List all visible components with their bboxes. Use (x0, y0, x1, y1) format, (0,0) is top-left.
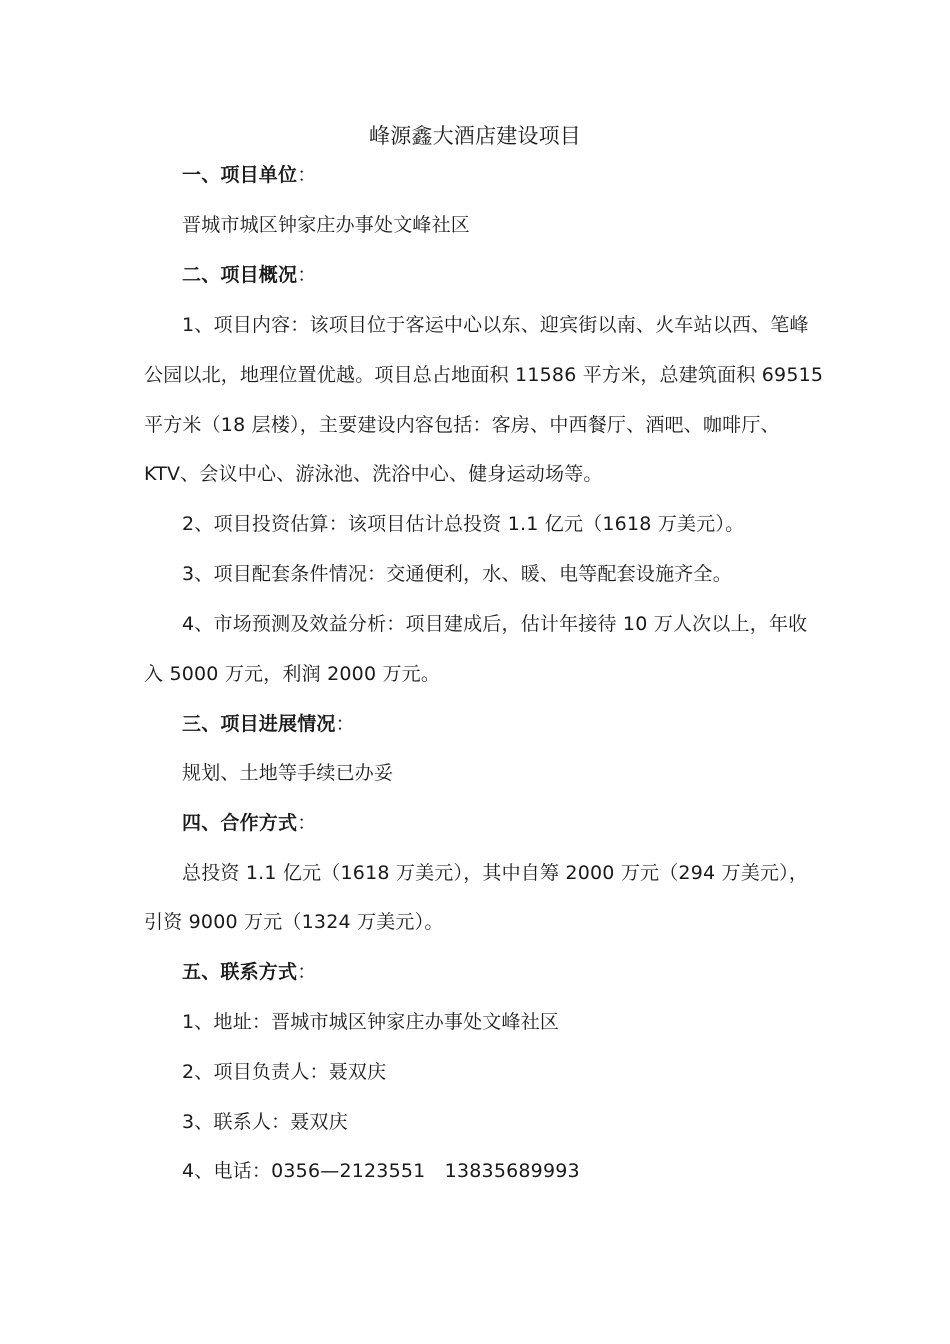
cooperation-line: 总投资 1.1 亿元（1618 万美元），其中自筹 2000 万元（294 万美元）， (182, 862, 809, 884)
contact-project-lead: 2、项目负责人：聂双庆 (182, 1061, 387, 1083)
section-heading-contact (182, 958, 316, 986)
document-title: 峰源鑫大酒店建设项目 (369, 124, 581, 148)
heading-text: 三、项目进展情况 (182, 713, 336, 735)
overview-line: 入 5000 万元，利润 2000 万元。 (144, 663, 441, 685)
heading-colon: ： (335, 713, 355, 735)
overview-line: 4、市场预测及效益分析：项目建成后，估计年接待 10 万人次以上，年收 (182, 613, 808, 635)
overview-line: 公园以北，地理位置优越。项目总占地面积 11586 平方米，总建筑面积 69515 (144, 364, 824, 386)
unit-text: 晋城市城区钟家庄办事处文峰社区 (182, 214, 471, 236)
heading-colon: ： (297, 164, 317, 186)
section-heading-unit (182, 161, 316, 189)
heading-text: 四、合作方式 (182, 812, 298, 834)
overview-line: KTV、会议中心、游泳池、洗浴中心、健身运动场等。 (144, 463, 603, 485)
contact-address: 1、地址：晋城市城区钟家庄办事处文峰社区 (182, 1011, 560, 1033)
heading-text: 二、项目概况 (182, 264, 298, 286)
section-heading-progress (182, 710, 355, 738)
overview-line: 2、项目投资估算：该项目估计总投资 1.1 亿元（1618 万美元）。 (182, 513, 745, 535)
overview-line: 平方米（18 层楼），主要建设内容包括：客房、中西餐厅、酒吧、咖啡厅、 (144, 414, 780, 436)
contact-phone: 4、电话：0356—2123551 13835689993 (182, 1160, 580, 1182)
overview-line: 3、项目配套条件情况：交通便利，水、暖、电等配套设施齐全。 (182, 563, 732, 585)
heading-colon: ： (297, 812, 317, 834)
heading-colon: ： (297, 264, 317, 286)
overview-line: 1、项目内容：该项目位于客运中心以东、迎宾街以南、火车站以西、笔峰 (182, 314, 809, 336)
section-heading-cooperation (182, 809, 316, 837)
heading-colon: ： (297, 961, 317, 983)
progress-text: 规划、土地等手续已办妥 (182, 762, 394, 784)
cooperation-line: 引资 9000 万元（1324 万美元）。 (144, 911, 444, 933)
heading-text: 一、项目单位 (182, 164, 298, 186)
section-heading-overview (182, 261, 316, 289)
heading-text: 五、联系方式 (182, 961, 298, 983)
contact-person: 3、联系人：聂双庆 (182, 1111, 348, 1133)
